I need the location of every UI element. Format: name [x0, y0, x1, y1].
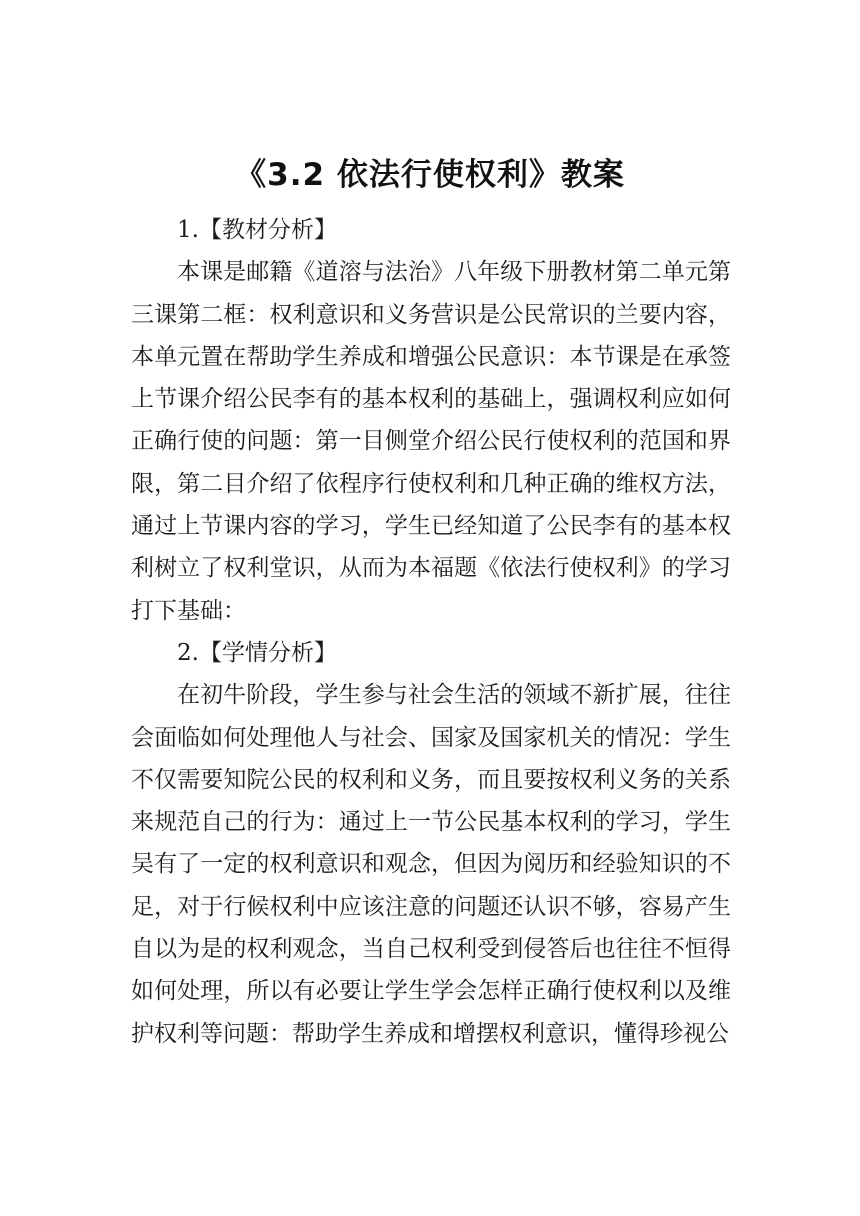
section-heading-textbook-analysis: 1.【教材分析】	[177, 217, 337, 243]
paragraph-student-analysis: 在初牛阶段，学生参与社会生活的领域不新扩展，往往会面临如何处理他人与社会、国家及国家机关的情况：学生不仅需要知院公民的权利和义务，而且要按权利义务的关系来规范自己的行为：通过上一节公民基本权利的学习，学生吴有了一定的权利意识和观念，但因为阅历和经验知识的不足，对于行候权利中应该注意的问题还认识不够，容易产生自以为是的权利观念，当自己权利受到侵答后也往往不恒得如何处理，所以有必要让学生学会怎样正确行使权利以及维护权利等问题：帮助学生养成和增摆权利意识，懂得珍视公	[131, 682, 731, 1047]
document-title: 《3.2 依法行使权利》教案	[235, 156, 625, 193]
document-body	[131, 209, 731, 1055]
section-heading-student-analysis: 2.【学情分析】	[177, 639, 337, 666]
paragraph-textbook-analysis: 本课是邮籍《道溶与法治》八年级下册教材第二单元第三课第二框：权利意识和义务营识是公民常识的兰要内容，本单元置在帮助学生养成和增强公民意识：本节课是在承签上节课介绍公民李有的基本权利的基础上，强调权利应如何正确行使的问题：第一目侧堂介绍公民行使权利的范国和界限，第二目介绍了依程序行使权利和几种正确的维权方法，通过上节课内容的学习，学生已经知道了公民李有的基本权利树立了权利堂识，从而为本福题《依法行使权利》的学习打下基础：	[131, 259, 731, 624]
